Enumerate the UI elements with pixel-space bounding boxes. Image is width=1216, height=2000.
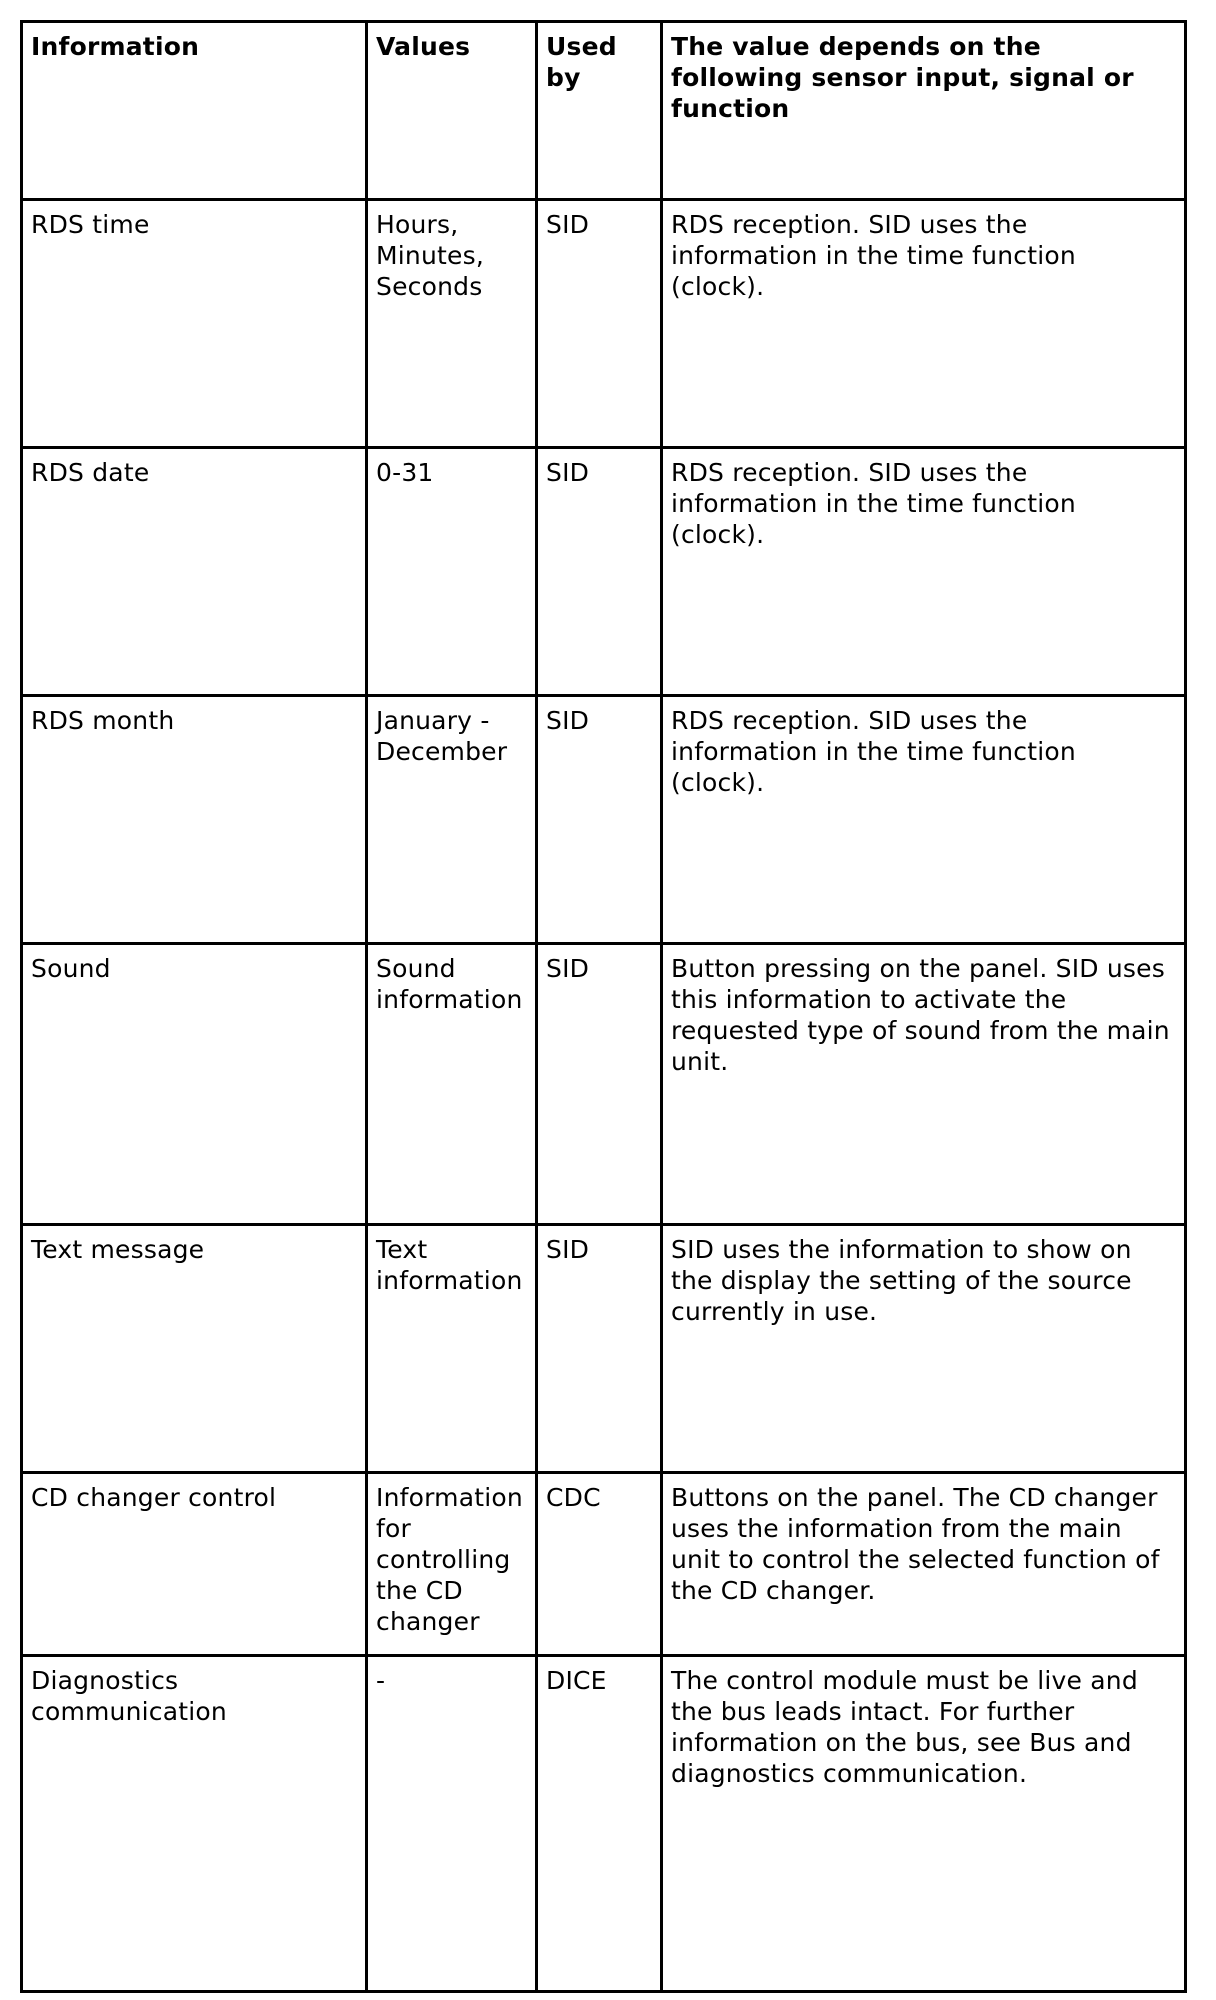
cell-values: Hours, Minutes, Seconds xyxy=(367,200,537,448)
table-row xyxy=(22,448,1186,696)
header-used-by: Used by xyxy=(537,22,662,200)
cell-information: RDS time xyxy=(22,200,367,448)
cell-depends-on: RDS reception. SID uses the information in the time function (clock). xyxy=(662,200,1186,448)
cell-values: Information for controlling the CD changer xyxy=(367,1473,537,1656)
table-header-row xyxy=(22,22,1186,200)
cell-values: - xyxy=(367,1656,537,1992)
cell-depends-on: Buttons on the panel. The CD changer uses the information from the main unit to control the selected function of the CD changer. xyxy=(662,1473,1186,1656)
cell-used-by: SID xyxy=(537,448,662,696)
cell-used-by: DICE xyxy=(537,1656,662,1992)
table-row xyxy=(22,944,1186,1225)
header-values: Values xyxy=(367,22,537,200)
cell-depends-on: SID uses the information to show on the display the setting of the source currently in use. xyxy=(662,1225,1186,1473)
cell-values: 0-31 xyxy=(367,448,537,696)
cell-depends-on: The control module must be live and the bus leads intact. For further information on the bus, see Bus and diagnostics communication. xyxy=(662,1656,1186,1992)
cell-information: Diagnostics communication xyxy=(22,1656,367,1992)
table-row xyxy=(22,1225,1186,1473)
signal-information-table xyxy=(20,20,1187,1993)
table-row xyxy=(22,200,1186,448)
cell-information: RDS month xyxy=(22,696,367,944)
cell-information: Sound xyxy=(22,944,367,1225)
table-row xyxy=(22,1473,1186,1656)
cell-values: Sound information xyxy=(367,944,537,1225)
cell-information: Text message xyxy=(22,1225,367,1473)
cell-used-by: SID xyxy=(537,200,662,448)
cell-used-by: CDC xyxy=(537,1473,662,1656)
cell-used-by: SID xyxy=(537,696,662,944)
header-information: Information xyxy=(22,22,367,200)
cell-depends-on: RDS reception. SID uses the information in the time function (clock). xyxy=(662,448,1186,696)
cell-used-by: SID xyxy=(537,1225,662,1473)
cell-information: CD changer control xyxy=(22,1473,367,1656)
table-row xyxy=(22,696,1186,944)
cell-values: Text information xyxy=(367,1225,537,1473)
table-row xyxy=(22,1656,1186,1992)
cell-used-by: SID xyxy=(537,944,662,1225)
cell-information: RDS date xyxy=(22,448,367,696)
cell-values: January - December xyxy=(367,696,537,944)
cell-depends-on: Button pressing on the panel. SID uses this information to activate the requested type of sound from the main unit. xyxy=(662,944,1186,1225)
cell-depends-on: RDS reception. SID uses the information in the time function (clock). xyxy=(662,696,1186,944)
header-depends-on: The value depends on the following sensor input, signal or function xyxy=(662,22,1186,200)
